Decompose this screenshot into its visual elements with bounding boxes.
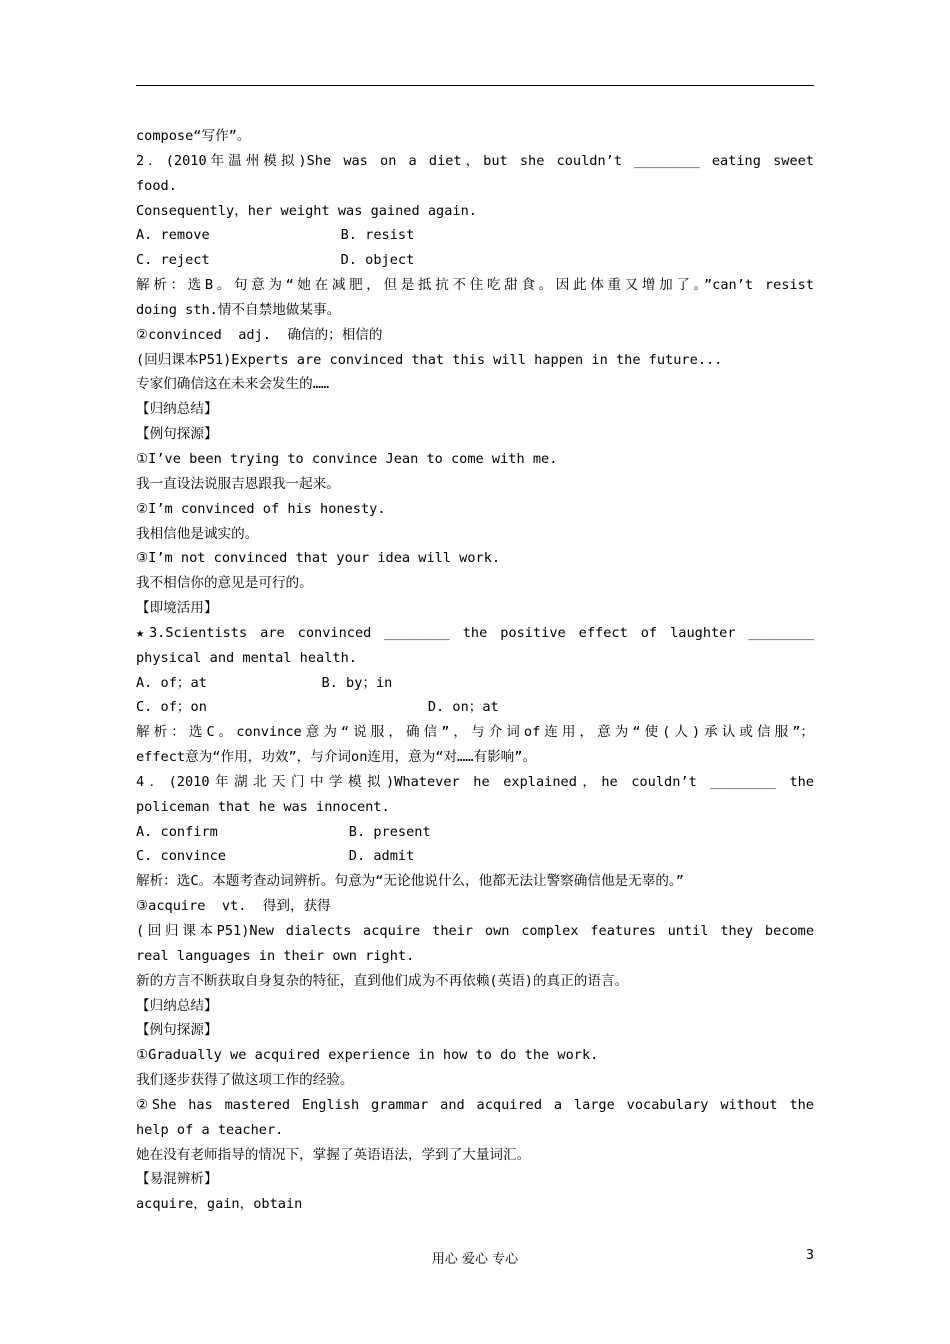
text-line: 她在没有老师指导的情况下，掌握了英语语法，学到了大量词汇。 xyxy=(136,1146,531,1163)
page-footer xyxy=(0,1248,950,1268)
text-line: (回归课本P51)New dialects acquire their own complex features until they become xyxy=(136,923,814,939)
text-line: acquire，gain，obtain xyxy=(136,1196,303,1213)
text-line: 专家们确信这在未来会发生的…… xyxy=(136,376,330,393)
text-line: 【归纳总结】 xyxy=(136,401,218,418)
text-line: compose“写作”。 xyxy=(136,128,251,144)
text-line: 解析：选C。本题考查动词辨析。句意为“无论他说什么，他都无法让警察确信他是无辜的。” xyxy=(136,873,684,890)
document-body xyxy=(136,124,814,1217)
text-line: food. xyxy=(136,177,177,194)
text-line: 4．(2010年湖北天门中学模拟)Whatever he explained，he couldn’t ________ the xyxy=(136,773,814,790)
text-line: ①I’ve been trying to convince Jean to come with me. xyxy=(136,450,558,467)
text-line: ①Gradually we acquired experience in how to do the work. xyxy=(136,1047,599,1064)
text-line: 解析：选B。句意为“她在减肥，但是抵抗不住吃甜食。因此体重又增加了。”can’t resist xyxy=(136,277,814,294)
text-line: 【归纳总结】 xyxy=(136,997,218,1014)
text-line: C. of；on D. on；at xyxy=(136,699,499,716)
page-number: 3 xyxy=(805,1248,814,1263)
text-line: ★3.Scientists are convinced ________ the positive effect of laughter ________ xyxy=(136,624,814,641)
text-line: C. reject D. object xyxy=(136,252,415,269)
text-line: 我相信他是诚实的。 xyxy=(136,525,259,542)
text-line: 2．(2010年温州模拟)She was on a diet，but she couldn’t ________ eating sweet xyxy=(136,152,814,169)
text-line: help of a teacher. xyxy=(136,1121,284,1138)
text-line: real languages in their own right. xyxy=(136,947,415,964)
text-line: effect意为“作用，功效”，与介词on连用，意为“对……有影响”。 xyxy=(136,749,537,766)
text-line: 新的方言不断获取自身复杂的特征，直到他们成为不再依赖(英语)的真正的语言。 xyxy=(136,972,629,989)
footer-slogan: 用心 爱心 专心 xyxy=(431,1252,519,1267)
text-line: ③I’m not convinced that your idea will work. xyxy=(136,550,501,567)
text-line: ②convinced adj. 确信的；相信的 xyxy=(136,326,383,343)
text-line: policeman that he was innocent. xyxy=(136,798,390,815)
text-line: 我们逐步获得了做这项工作的经验。 xyxy=(136,1072,354,1089)
text-line: ②I’m convinced of his honesty. xyxy=(136,500,386,517)
text-line: doing sth.情不自禁地做某事。 xyxy=(136,301,341,318)
text-line: 解析：选C。convince意为“说服，确信”，与介词of连用，意为“使(人)承认或信服”； xyxy=(136,724,814,741)
text-line: physical and mental health. xyxy=(136,649,357,666)
text-line: Consequently，her weight was gained again. xyxy=(136,202,477,219)
text-line: 【易混辨析】 xyxy=(136,1171,218,1188)
text-line: 【例句探源】 xyxy=(136,1022,218,1039)
text-line: A. confirm B. present xyxy=(136,823,431,840)
text-line: A. of；at B. by；in xyxy=(136,674,393,691)
header-rule xyxy=(136,85,814,86)
text-line: 我不相信你的意见是可行的。 xyxy=(136,575,313,592)
text-line: 【即境活用】 xyxy=(136,600,218,617)
text-line: A. remove B. resist xyxy=(136,227,415,244)
text-line: 我一直设法说服吉恩跟我一起来。 xyxy=(136,475,340,492)
text-line: 【例句探源】 xyxy=(136,426,218,443)
text-line: (回归课本P51)Experts are convinced that this will happen in the future... xyxy=(136,351,723,368)
text-line: ②She has mastered English grammar and acquired a large vocabulary without the xyxy=(136,1096,814,1113)
text-line: C. convince D. admit xyxy=(136,848,415,865)
text-line: ③acquire vt. 得到，获得 xyxy=(136,898,331,915)
